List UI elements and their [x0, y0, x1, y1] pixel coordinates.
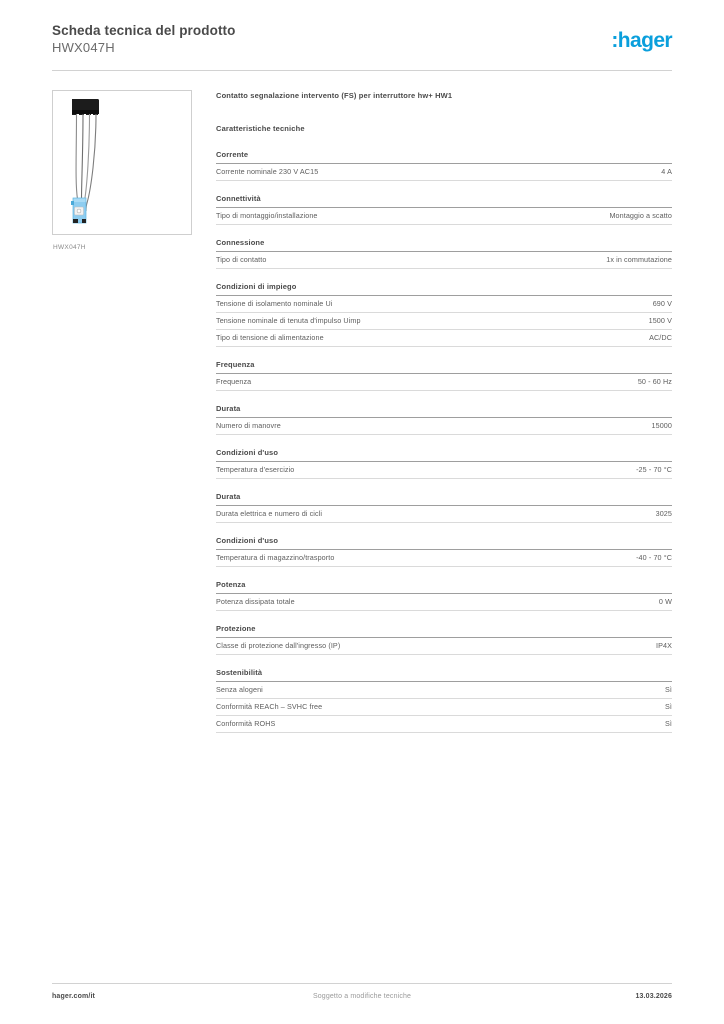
spec-row-value: Sì [665, 685, 672, 694]
spec-row-label: Numero di manovre [216, 421, 281, 430]
spec-row [216, 682, 672, 699]
spec-row [216, 550, 672, 567]
spec-group [216, 668, 672, 733]
product-image-box [52, 90, 192, 235]
spec-row-label: Conformità REACh – SVHC free [216, 702, 323, 711]
spec-row-label: Durata elettrica e numero di cicli [216, 509, 323, 518]
spec-group-heading: Connettività [216, 194, 672, 208]
blue-module [71, 198, 86, 223]
spec-group-heading: Protezione [216, 624, 672, 638]
spec-group [216, 404, 672, 435]
spec-group [216, 536, 672, 567]
spec-row-label: Frequenza [216, 377, 252, 386]
spec-group-heading: Connessione [216, 238, 672, 252]
spec-row [216, 699, 672, 716]
spec-group-heading: Sostenibilità [216, 668, 672, 682]
spec-row-value: Montaggio a scatto [609, 211, 672, 220]
spec-group-heading: Condizioni di impiego [216, 282, 672, 296]
spec-row-label: Temperatura di magazzino/trasporto [216, 553, 335, 562]
spec-row-label: Corrente nominale 230 V AC15 [216, 167, 319, 176]
spec-row-value: 15000 [651, 421, 672, 430]
spec-row-value: -40 - 70 °C [636, 553, 672, 562]
specs-groups [216, 150, 672, 733]
spec-row-label: Classe di protezione dall'ingresso (IP) [216, 641, 341, 650]
product-illustration [53, 91, 191, 234]
spec-group [216, 194, 672, 225]
spec-group-heading: Condizioni d'uso [216, 448, 672, 462]
spec-row-label: Temperatura d'esercizio [216, 465, 295, 474]
spec-row-label: Tipo di contatto [216, 255, 267, 264]
spec-row-value: IP4X [656, 641, 672, 650]
footer-website[interactable]: hager.com/it [52, 993, 96, 1000]
spec-row [216, 716, 672, 733]
wire-bundle [76, 114, 96, 211]
spec-row-value: 0 W [658, 597, 672, 606]
spec-group [216, 282, 672, 347]
spec-row-value: 1x in commutazione [606, 255, 672, 264]
spec-group-heading: Durata [216, 492, 672, 506]
product-caption: HWX047H [53, 244, 86, 251]
hager-logo: :hager [611, 29, 672, 52]
spec-row [216, 462, 672, 479]
footer-divider [52, 983, 672, 984]
spec-row [216, 638, 672, 655]
spec-group [216, 448, 672, 479]
spec-group [216, 580, 672, 611]
specs-section-title: Caratteristiche tecniche [216, 124, 305, 133]
spec-group [216, 150, 672, 181]
spec-group-heading: Corrente [216, 150, 672, 164]
spec-row [216, 594, 672, 611]
spec-row-value: 1500 V [648, 316, 672, 325]
spec-row-label: Tipo di montaggio/installazione [216, 211, 318, 220]
spec-row [216, 252, 672, 269]
footer-disclaimer: Soggetto a modifiche tecniche [312, 993, 412, 1000]
spec-row-label: Tensione nominale di tenuta d'impulso Uimp [216, 316, 361, 325]
spec-group-heading: Durata [216, 404, 672, 418]
spec-row-label: Senza alogeni [216, 685, 263, 694]
spec-group [216, 360, 672, 391]
spec-group-heading: Potenza [216, 580, 672, 594]
main-content [216, 90, 672, 746]
spec-row-label: Potenza dissipata totale [216, 597, 295, 606]
spec-row-value: 3025 [655, 509, 672, 518]
spec-row [216, 506, 672, 523]
spec-group-heading: Frequenza [216, 360, 672, 374]
page-footer [52, 993, 672, 1000]
spec-row-value: 4 A [661, 167, 672, 176]
spec-row-value: -25 - 70 °C [636, 465, 672, 474]
spec-group-heading: Condizioni d'uso [216, 536, 672, 550]
spec-row [216, 374, 672, 391]
spec-group [216, 624, 672, 655]
spec-row-value: 50 - 60 Hz [637, 377, 672, 386]
spec-row [216, 296, 672, 313]
footer-date: 13.03.2026 [635, 993, 673, 1000]
spec-row-value: 690 V [652, 299, 672, 308]
spec-row [216, 313, 672, 330]
spec-row-value: Sì [665, 719, 672, 728]
spec-row-label: Tipo di tensione di alimentazione [216, 333, 324, 342]
spec-row [216, 208, 672, 225]
spec-row [216, 418, 672, 435]
connector-block [72, 99, 99, 115]
spec-row [216, 164, 672, 181]
spec-row [216, 330, 672, 347]
spec-row-value: AC/DC [649, 333, 672, 342]
page-subtitle: HWX047H [52, 40, 115, 55]
header-divider [52, 70, 672, 71]
page-title: Scheda tecnica del prodotto [52, 23, 236, 38]
page-header [52, 22, 672, 70]
spec-group [216, 238, 672, 269]
spec-row-label: Tensione di isolamento nominale Ui [216, 299, 333, 308]
spec-group [216, 492, 672, 523]
spec-row-label: Conformità ROHS [216, 719, 276, 728]
product-description: Contatto segnalazione intervento (FS) per interruttore hw+ HW1 [216, 91, 453, 100]
spec-row-value: Sì [665, 702, 672, 711]
